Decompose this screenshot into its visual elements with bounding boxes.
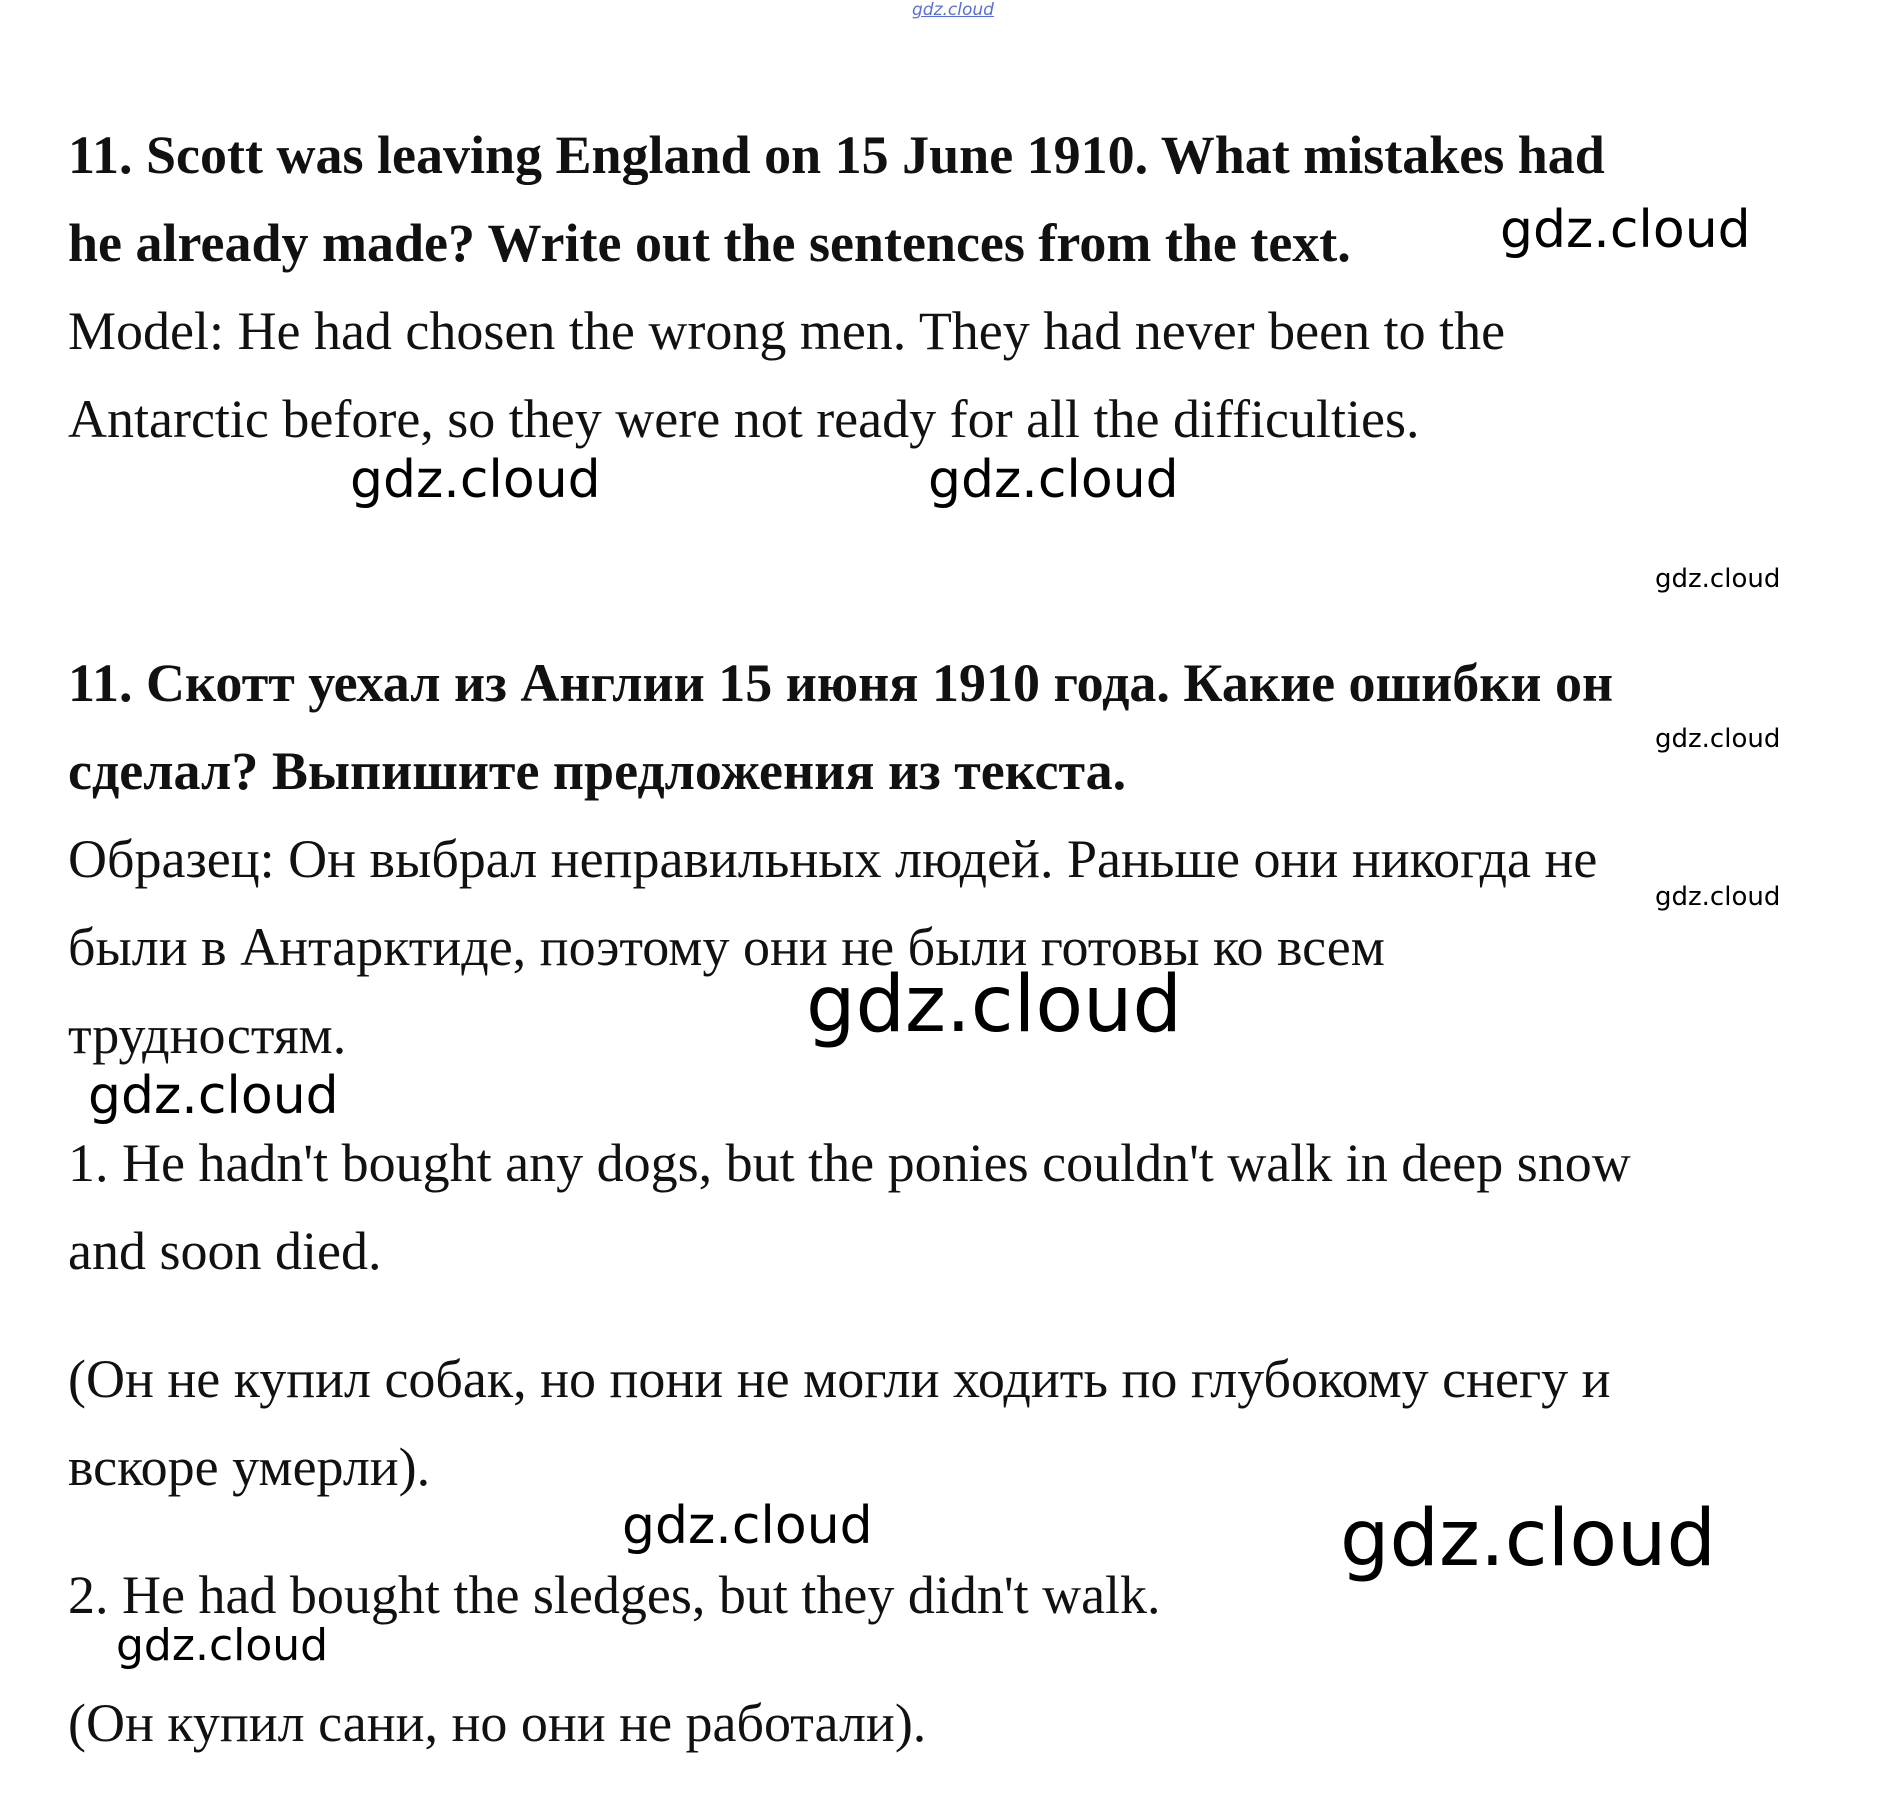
answer-1-english-line-2: and soon died. [68, 1221, 382, 1281]
answer-1-russian-line-2: вскоре умерли). [68, 1437, 431, 1497]
watermark: gdz.cloud [806, 960, 1182, 1050]
watermark: gdz.cloud [1655, 724, 1781, 754]
russian-model-line-3: трудностям. [68, 1005, 347, 1065]
watermark: gdz.cloud [88, 1066, 339, 1126]
answer-1-english-line-1: 1. He hadn't bought any dogs, but the ponies couldn't walk in deep snow [68, 1133, 1631, 1193]
russian-model-line-2: были в Антарктиде, поэтому они не были готовы ко всем [68, 917, 1385, 977]
russian-task-heading-line-2: сделал? Выпишите предложения из текста. [68, 741, 1127, 801]
answer-2-russian-line-1: (Он купил сани, но они не работали). [68, 1693, 927, 1753]
watermark: gdz.cloud [928, 450, 1179, 510]
answer-1-russian-line-1: (Он не купил собак, но пони не могли ходить по глубокому снегу и [68, 1349, 1611, 1409]
russian-task-heading-line-1: 11. Скотт уехал из Англии 15 июня 1910 года. Какие ошибки он [68, 653, 1614, 713]
answer-2-english-line-1: 2. He had bought the sledges, but they didn't walk. [68, 1565, 1161, 1625]
english-model-line-1: Model: He had chosen the wrong men. They had never been to the [68, 301, 1506, 361]
watermark: gdz.cloud [1655, 882, 1781, 912]
watermark: gdz.cloud [1655, 564, 1781, 594]
english-model-line-2: Antarctic before, so they were not ready for all the difficulties. [68, 389, 1420, 449]
english-task-heading-line-1: 11. Scott was leaving England on 15 June 1910. What mistakes had [68, 125, 1605, 185]
watermark: gdz.cloud [1340, 1494, 1716, 1584]
watermark: gdz.cloud [350, 450, 601, 510]
watermark: gdz.cloud [622, 1496, 873, 1556]
russian-model-line-1: Образец: Он выбрал неправильных людей. Раньше они никогда не [68, 829, 1598, 889]
english-task-heading-line-2: he already made? Write out the sentences from the text. [68, 213, 1351, 273]
watermark-top: gdz.cloud [912, 0, 994, 20]
watermark: gdz.cloud [1500, 200, 1751, 260]
watermark: gdz.cloud [116, 1620, 329, 1671]
